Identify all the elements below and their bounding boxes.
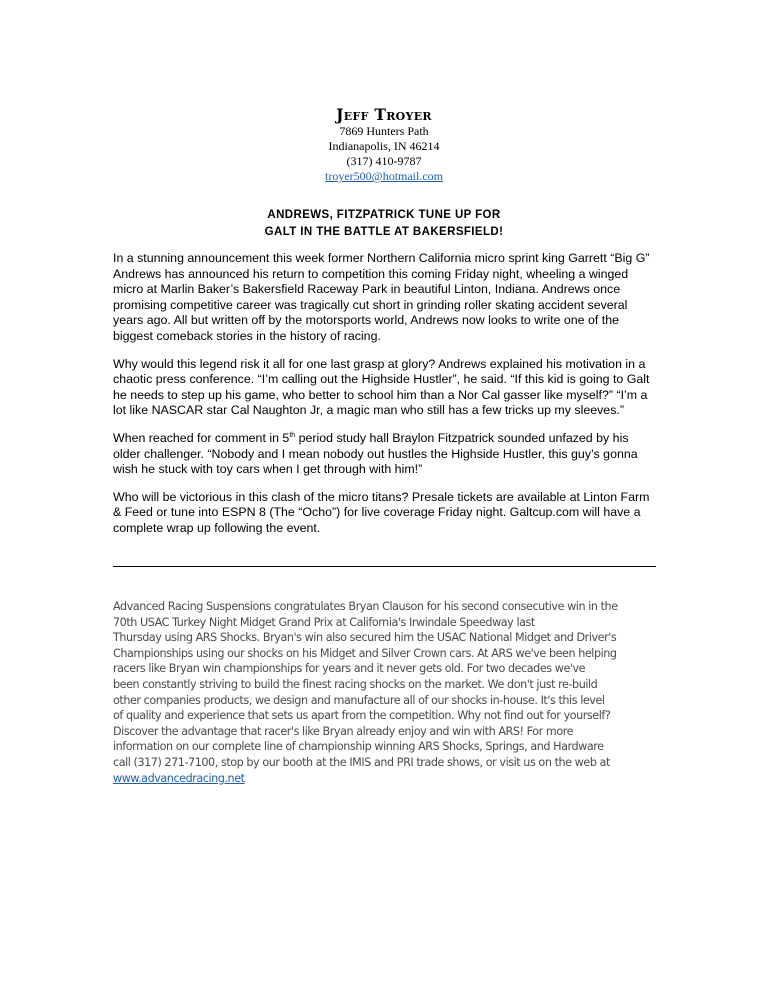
phone-number: (317) 410-9787 [346, 154, 422, 168]
paragraph-3-rest: period study hall Braylon Fitzpatrick sounded unfazed by his older challenger. “Nobody and I mean nobody out hustles the Highside Hustler, this guy’s gonna wish he stuck with toy cars when I get through with him!” [113, 430, 638, 477]
press-headline [232, 207, 536, 241]
article-paragraph-4: Who will be victorious in this clash of the micro titans? Presale tickets are available at Linton Farm & Feed or tune into ESPN 8 (The “Ocho”) for live coverage Friday night. Galtcup.com will have a complete wrap up following the event. [113, 489, 650, 535]
author-name: Jeff Troyer [336, 105, 432, 124]
letterhead [284, 106, 484, 184]
website-link[interactable]: www.advancedracing.net [113, 771, 245, 785]
ad-line: information on our complete line of championship winning ARS Shocks, Springs, and Hardware [113, 740, 604, 754]
ad-line: Championships using our shocks on his Midget and Silver Crown cars. At ARS we've been helping [113, 646, 617, 660]
article-body [113, 251, 657, 549]
ad-line: 70th USAC Turkey Night Midget Grand Prix at California's Irwindale Speedway last [113, 615, 535, 629]
section-divider [113, 566, 656, 567]
ad-line: other companies products, we design and manufacture all of our shocks in-house. It's this level [113, 693, 605, 707]
city-state-zip: Indianapolis, IN 46214 [328, 139, 440, 153]
ad-line: Thursday using ARS Shocks. Bryan's win also secured him the USAC National Midget and Driver's [113, 631, 617, 645]
headline-line-1: ANDREWS, FITZPATRICK TUNE UP FOR [267, 209, 501, 221]
headline-line-2: GALT IN THE BATTLE AT BAKERSFIELD! [264, 226, 504, 238]
ad-line: Discover the advantage that racer's like Bryan already enjoy and win with ARS! For more [113, 724, 574, 738]
article-paragraph-2: Why would this legend risk it all for one last grasp at glory? Andrews explained his motivation in a chaotic press conference. “I’m calling out the Highside Hustler”, he said. “If this kid is going to Galt he needs to step up his game, who better to school him than a Nor Cal gasser like myself?” “I’m a lot like NASCAR star Cal Naughton Jr, a magic man who still has a few tricks up my sleeves.” [113, 356, 650, 418]
street-address: 7869 Hunters Path [339, 124, 429, 138]
article-paragraph-3 [113, 431, 657, 478]
ad-line: of quality and experience that sets us apart from the competition. Why not find out for yourself? [113, 709, 611, 723]
email-link[interactable]: troyer500@hotmail.com [324, 169, 444, 183]
ordinal-superscript: th [289, 431, 296, 439]
article-paragraph-1: In a stunning announcement this week former Northern California micro sprint king Garrett “Big G” Andrews has announced his return to competition this coming Friday night, wheeling a winged micro at Marlin Baker’s Bakersfield Raceway Park in beautiful Linton, Indiana. Andrews once promising competitive career was tragically cut short in grinding roller skating accident several years ago. All but written off by the motorsports world, Andrews now looks to write one of the biggest comeback stories in the history of racing. [113, 251, 650, 343]
ad-line: been constantly striving to build the finest racing shocks on the market. We don't just re-build [113, 677, 598, 691]
ad-line: racers like Bryan win championships for years and it never gets old. For two decades we've [113, 662, 586, 676]
ad-line: call (317) 271-7100, stop by our booth at the IMIS and PRI trade shows, or visit us on the web at [113, 755, 610, 769]
ars-advertisement [113, 599, 658, 786]
ad-line: Advanced Racing Suspensions congratulates Bryan Clauson for his second consecutive win in the [113, 600, 618, 613]
paragraph-3-start: When reached for comment in 5 [113, 430, 290, 445]
